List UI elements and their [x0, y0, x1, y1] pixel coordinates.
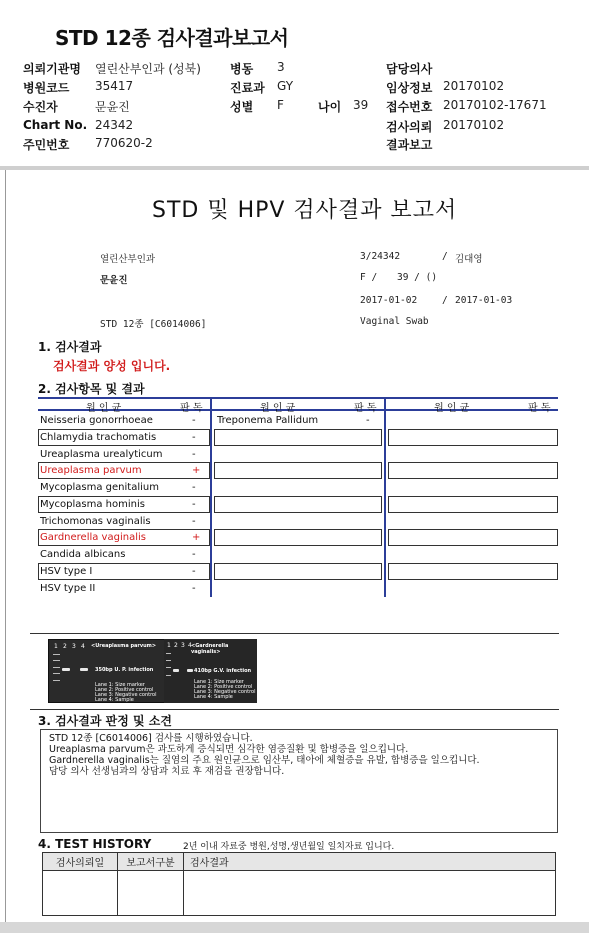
history-cell: [184, 871, 556, 916]
organism-result: -: [192, 415, 196, 426]
patient-age: 39 / (): [397, 272, 438, 283]
gel-legend: Lane 4: Sample: [194, 694, 233, 700]
test-code: STD 12종 [C6014006]: [100, 319, 207, 330]
history-cell: [118, 871, 184, 916]
empty-row-box: [388, 529, 558, 546]
opinion-line: Ureaplasma parvum은 과도하게 증식되면 심각한 염증질환 및 합병증을 일으킵니다.: [49, 744, 409, 755]
history-col-result: 검사결과: [184, 853, 556, 871]
col3-organism-header: 원 인 균: [434, 403, 470, 414]
lane-number: 3: [181, 642, 185, 649]
gel-divider-bottom: [30, 709, 559, 710]
col2-header: [212, 397, 384, 414]
lane-number: 1: [167, 642, 171, 649]
empty-row-box: [214, 496, 382, 513]
history-note: 2년 이내 자료중 병원,성명,생년월일 일치자료 입니다.: [183, 842, 395, 852]
resident-id-label: 주민번호: [23, 138, 70, 152]
clinical-info-value: 20170102: [443, 79, 505, 93]
patient-value: 문윤진: [95, 100, 130, 114]
lane-number: 2: [174, 642, 178, 649]
ladder-band: [53, 660, 60, 661]
resident-id-value: 770620-2: [95, 136, 153, 150]
result-summary: 검사결과 양성 입니다.: [53, 359, 171, 373]
report-header-title: STD 12종 검사결과보고서: [55, 26, 289, 50]
organism-name: Mycoplasma hominis: [40, 499, 145, 510]
date-reported: 2017-01-03: [455, 295, 513, 306]
organism-name: Ureaplasma urealyticum: [40, 449, 163, 460]
organism-result: -: [192, 516, 196, 527]
request-date-label: 검사의뢰: [386, 120, 433, 134]
date-received: 2017-01-02: [360, 295, 418, 306]
specimen-type: Vaginal Swab: [360, 316, 429, 327]
hospital-code-value: 35417: [95, 79, 134, 93]
organism-name: Mycoplasma genitalium: [40, 482, 159, 493]
lane-number: 4: [188, 642, 192, 649]
department-label: 진료과: [230, 81, 265, 95]
date-separator: /: [442, 295, 448, 306]
col3-header: [386, 397, 558, 414]
organism-result: -: [192, 499, 196, 510]
empty-row-box: [388, 563, 558, 580]
opinion-line: 담당 의사 선생님과의 상담과 치료 후 재검을 권장합니다.: [49, 766, 285, 777]
organism-name: Chlamydia trachomatis: [40, 432, 157, 443]
client-label: 의뢰기관명: [23, 62, 81, 76]
ladder-band: [53, 667, 60, 668]
ladder-band: [53, 673, 60, 674]
empty-row-box: [388, 429, 558, 446]
empty-row-box: [214, 429, 382, 446]
organism-name: Trichomonas vaginalis: [40, 516, 151, 527]
gel-right-infection: 410bp G.V. infection: [194, 668, 252, 674]
opinion-box: [40, 729, 558, 833]
ward-label: 병동: [230, 62, 254, 76]
chart-no-label: Chart No.: [23, 118, 88, 132]
col3-judgement-header: 판 독: [528, 403, 551, 414]
patient-name: 문윤진: [100, 275, 128, 286]
organism-name: Treponema Pallidum: [217, 415, 319, 426]
gel-legend: Lane 1: Size marker: [95, 682, 145, 688]
lane-number: 4: [81, 643, 85, 650]
organism-result: -: [192, 432, 196, 443]
empty-row-box: [388, 462, 558, 479]
history-col-request-date: 검사의뢰일: [43, 853, 118, 871]
sex-label: 성별: [230, 100, 254, 114]
organism-result: -: [192, 549, 196, 560]
gel-left-infection: 350bp U. P. infection: [95, 667, 154, 673]
ladder-band: [166, 653, 171, 654]
col1-header: [38, 397, 210, 414]
section4-title: 4. TEST HISTORY: [38, 837, 152, 851]
section3-title: 3. 검사결과 판정 및 소견: [38, 714, 172, 728]
footer-divider: [0, 922, 589, 933]
report-title: STD 및 HPV 검사결과 보고서: [152, 198, 458, 223]
ward-value: 3: [277, 60, 285, 74]
hospital-code-label: 병원코드: [23, 81, 70, 95]
gel-image-right: [164, 639, 257, 703]
age-label: 나이: [318, 100, 342, 114]
chart-doctor: 3/24342: [360, 251, 401, 262]
sample-band: [187, 669, 193, 672]
gel-divider-top: [30, 633, 559, 634]
empty-row-box: [388, 496, 558, 513]
patient-sex: F /: [360, 272, 378, 283]
organism-result: -: [192, 449, 196, 460]
empty-row-box: [214, 462, 382, 479]
client-value: 열린산부인과 (성북): [95, 62, 201, 76]
gel-right-title: <Gardnerella vaginalis>: [191, 643, 229, 655]
organism-result: -: [192, 583, 196, 594]
organism-name: Neisseria gonorrhoeae: [40, 415, 153, 426]
ladder-band: [53, 654, 60, 655]
ladder-band: [53, 680, 60, 681]
lane-number: 2: [63, 643, 67, 650]
col-divider-2: [384, 397, 386, 597]
organism-result-positive: +: [192, 465, 201, 476]
col-divider-1: [210, 397, 212, 597]
organism-name-positive: Ureaplasma parvum: [40, 465, 142, 476]
gel-legend: Lane 1: Size marker: [194, 679, 244, 685]
chart-no-value: 24342: [95, 118, 134, 132]
age-value: 39: [353, 98, 369, 112]
hospital-name: 열린산부인과: [100, 254, 156, 265]
organism-name-positive: Gardnerella vaginalis: [40, 532, 146, 543]
history-col-report-type: 보고서구분: [118, 853, 184, 871]
gel-legend: Lane 4: Sample: [95, 697, 134, 703]
organism-result: -: [192, 566, 196, 577]
section2-title: 2. 검사항목 및 결과: [38, 382, 145, 396]
gel-left-title: <Ureaplasma parvum>: [91, 643, 157, 649]
gel-legend: Lane 2: Positive control: [194, 684, 253, 690]
organism-name: HSV type I: [40, 566, 93, 577]
ladder-band: [166, 675, 171, 676]
gel-legend: Lane 3: Negative control: [95, 692, 157, 698]
accession-label: 접수번호: [386, 100, 433, 114]
accession-value: 20170102-17671: [443, 98, 547, 112]
request-date-value: 20170102: [443, 118, 505, 132]
positive-control-band: [62, 668, 70, 671]
sample-band: [80, 668, 88, 671]
col1-organism-header: 원 인 균: [86, 403, 122, 414]
department-value: GY: [277, 79, 294, 93]
history-cell: [43, 871, 118, 916]
section1-title: 1. 검사결과: [38, 340, 102, 354]
doctor-name: 김대영: [455, 254, 483, 265]
organism-name: Candida albicans: [40, 549, 126, 560]
organism-result: -: [366, 415, 370, 426]
lane-number: 3: [72, 643, 76, 650]
col2-judgement-header: 판 독: [354, 403, 377, 414]
organism-name: HSV type II: [40, 583, 96, 594]
opinion-line: STD 12종 [C6014006] 검사를 시행하였습니다.: [49, 733, 253, 744]
result-report-label: 결과보고: [386, 138, 433, 152]
positive-control-band: [173, 669, 179, 672]
organism-result: -: [192, 482, 196, 493]
doctor-separator: /: [442, 251, 448, 262]
empty-row-box: [214, 563, 382, 580]
gel-legend: Lane 2: Positive control: [95, 687, 154, 693]
sex-value: F: [277, 98, 284, 112]
col1-judgement-header: 판 독: [180, 403, 203, 414]
empty-row-box: [214, 529, 382, 546]
gel-legend: Lane 3: Negative control: [194, 689, 256, 695]
history-table: [42, 852, 556, 916]
col2-organism-header: 원 인 균: [260, 403, 296, 414]
organism-result-positive: +: [192, 532, 201, 543]
opinion-line: Gardnerella vaginalis는 질염의 주요 원인균으로 임산부, 태아에 체혈증을 유발, 합병증을 일으킵니다.: [49, 755, 480, 766]
ladder-band: [166, 667, 171, 668]
doctor-label: 담당의사: [386, 62, 433, 76]
patient-label: 수진자: [23, 100, 58, 114]
clinical-info-label: 임상정보: [386, 81, 433, 95]
ladder-band: [166, 660, 171, 661]
lane-number: 1: [54, 643, 58, 650]
